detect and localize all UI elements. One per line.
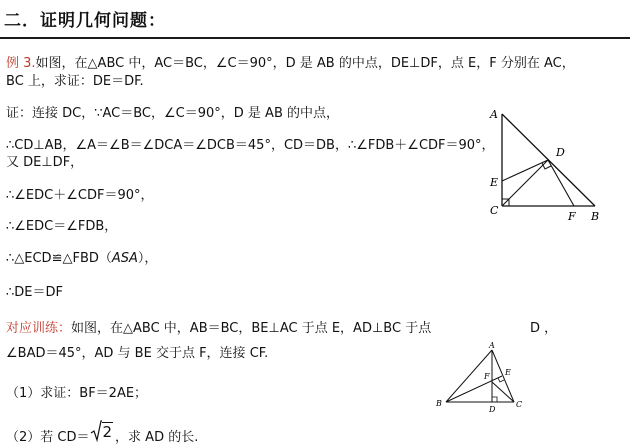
label-c: C [490, 204, 499, 217]
exercise-q2-post: ，求 AD 的长. [115, 430, 199, 445]
proof-line-6-asa: ASA [111, 251, 138, 266]
example-line-1 [6, 56, 575, 72]
figure-1-triangle [480, 100, 610, 225]
label-f-2: F [484, 372, 490, 381]
label-c-2: C [516, 400, 523, 409]
proof-line-6-pre: ∴△ECD≌△FBD（ [6, 251, 112, 266]
segment-df [548, 160, 574, 206]
proof-line-4: ∴∠EDC＋∠CDF＝90°， [6, 188, 154, 203]
label-d-2: D [489, 405, 496, 414]
exercise-line-1 [6, 321, 431, 337]
label-a: A [490, 108, 498, 121]
section-title: 二．证明几何问题： [4, 11, 166, 31]
example-text-1: 如图，在△ABC 中，AC＝BC，∠C＝90°，D 是 AB 的中点，DE⊥DF，点 E，F 分别在 AC， [35, 56, 575, 71]
label-b: B [591, 210, 600, 223]
exercise-line-2: ∠BAD＝45°，AD 与 BE 交于点 F，连接 CF. [6, 346, 269, 361]
proof-line-3: 又 DE⊥DF， [6, 155, 84, 170]
exercise-q2-pre: （2）若 CD＝ [6, 430, 90, 445]
proof-line-6 [6, 251, 157, 267]
exercise-text-1: 如图，在△ABC 中，AB＝BC，BE⊥AC 于点 E，AD⊥BC 于点 [71, 321, 432, 336]
label-e: E [490, 176, 499, 189]
label-b-2: B [436, 399, 442, 408]
segment-cf-2 [492, 382, 514, 402]
proof-line-7: ∴DE＝DF [6, 285, 63, 300]
segment-be-2 [446, 376, 502, 402]
label-f: F [568, 210, 576, 223]
label-d: D [556, 146, 565, 159]
exercise-question-1: （1）求证：BF＝2AE； [6, 386, 148, 401]
segment-de [502, 160, 548, 181]
label-a-2: A [489, 341, 495, 350]
figure-2-triangle [432, 340, 532, 416]
proof-line-1: 证：连接 DC，∵AC＝BC，∠C＝90°，D 是 AB 的中点， [6, 106, 339, 121]
exercise-label: 对应训练： [6, 321, 72, 336]
radicand: 2 [102, 423, 113, 441]
sqrt-expression [90, 423, 114, 446]
example-line-2: BC 上，求证：DE＝DF. [6, 74, 144, 89]
exercise-question-2 [6, 423, 199, 446]
proof-line-2: ∴CD⊥AB，∠A＝∠B＝∠DCA＝∠DCB＝45°，CD＝DB，∴∠FDB＋∠CDF＝90°， [6, 138, 495, 153]
proof-line-5: ∴∠EDC＝∠FDB， [6, 219, 118, 234]
proof-line-6-post: ）， [137, 251, 158, 266]
example-label: 例 3. [6, 56, 36, 71]
title-divider [0, 37, 630, 39]
right-angle-e-2 [498, 378, 504, 382]
right-angle-d-2 [492, 397, 497, 402]
label-e-2: E [505, 368, 511, 377]
radical-sign-icon [90, 420, 102, 442]
exercise-line-1-tail: D ， [530, 321, 558, 336]
